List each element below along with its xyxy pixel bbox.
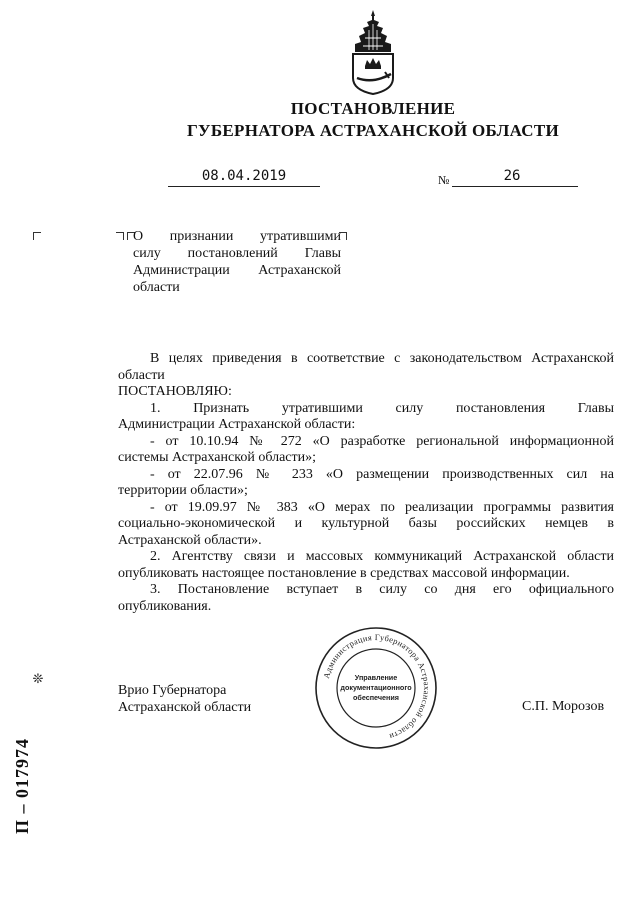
number-underline: [452, 186, 578, 187]
stamp-center-line: документационного: [340, 683, 412, 692]
subject-line: Администрации Астраханской: [133, 263, 341, 278]
signatory-position-line: Астраханской области: [118, 700, 252, 715]
item-line: - от 19.09.97 № 383 «О мерах по реализации программы развития: [150, 499, 614, 515]
item-2: [118, 549, 614, 566]
item-line: 1. Признать утратившими силу постановления Главы: [150, 400, 614, 416]
item-1-end: [118, 417, 614, 434]
item-line: 3. Постановление вступает в силу со дня его официального: [150, 582, 614, 597]
stamp-center-line: обеспечения: [352, 693, 400, 702]
document-body: [118, 351, 614, 615]
intro-paragraph-end: [118, 368, 614, 385]
sub-item-3-end: [118, 533, 614, 550]
intro-line: области: [118, 367, 165, 383]
subject-left-corner-mark: [116, 232, 124, 240]
item-1: [118, 401, 614, 418]
sub-item-2: [118, 467, 614, 484]
issuer-title: ГУБЕРНАТОРА АСТРАХАНСКОЙ ОБЛАСТИ: [186, 121, 560, 140]
astrakhan-coat-of-arms-icon: [345, 8, 401, 96]
item-line: Астраханской области».: [118, 532, 262, 548]
document-subject: [133, 228, 341, 296]
sub-item-3: [118, 500, 614, 517]
item-line: территории области»;: [118, 483, 248, 498]
sub-item-1: [118, 434, 614, 451]
signatory-name: С.П. Морозов: [522, 699, 605, 714]
intro-line: В целях приведения в соответствие с законодательством Астраханской: [150, 351, 614, 366]
item-line: опубликования.: [118, 598, 212, 614]
date-underline: [168, 186, 320, 187]
signatory-position-line: Врио Губернатора: [118, 683, 227, 698]
item-line: опубликовать настоящее постановление в средствах массовой информации.: [118, 565, 570, 581]
subject-line: области: [133, 280, 180, 295]
item-line: - от 10.10.94 № 272 «О разработке региональной информационной: [150, 433, 614, 449]
decree-word: [118, 384, 614, 401]
sub-item-1-end: [118, 450, 614, 467]
official-stamp: [313, 625, 439, 751]
sub-item-3-mid: [118, 516, 614, 533]
stamp-center-line: Управление: [354, 673, 398, 682]
margin-ornament-icon: ❊: [32, 671, 44, 686]
document-type-title: ПОСТАНОВЛЕНИЕ: [290, 99, 456, 118]
form-serial-number: [8, 686, 38, 836]
subject-line: силу постановлений Главы: [133, 246, 341, 261]
item-line: системы Астраханской области»;: [118, 450, 317, 465]
item-line: Администрации Астраханской области:: [118, 417, 356, 432]
sub-item-2-end: [118, 483, 614, 500]
item-3: [118, 582, 614, 599]
document-date: 08.04.2019: [201, 168, 287, 184]
document-number: 26: [503, 168, 521, 184]
decree-word-text: ПОСТАНОВЛЯЮ:: [118, 384, 232, 399]
number-sign: №: [438, 173, 450, 187]
item-line: 2. Агентству связи и массовых коммуникаций Астраханской области: [150, 549, 614, 564]
signatory-position: [118, 682, 251, 716]
left-corner-mark: [33, 232, 41, 240]
item-line: - от 22.07.96 № 233 «О размещении производственных сил на: [150, 466, 614, 482]
item-3-end: [118, 599, 614, 616]
stamp-ring-text: Администрация Губернатора Астраханской области: [321, 632, 432, 742]
subject-line: О признании утратившими: [133, 229, 341, 244]
item-line: социально-экономической и культурной базы российских немцев в: [118, 516, 614, 531]
item-2-end: [118, 566, 614, 583]
intro-paragraph: [118, 351, 614, 368]
form-serial-text: П – 017974: [12, 737, 32, 834]
